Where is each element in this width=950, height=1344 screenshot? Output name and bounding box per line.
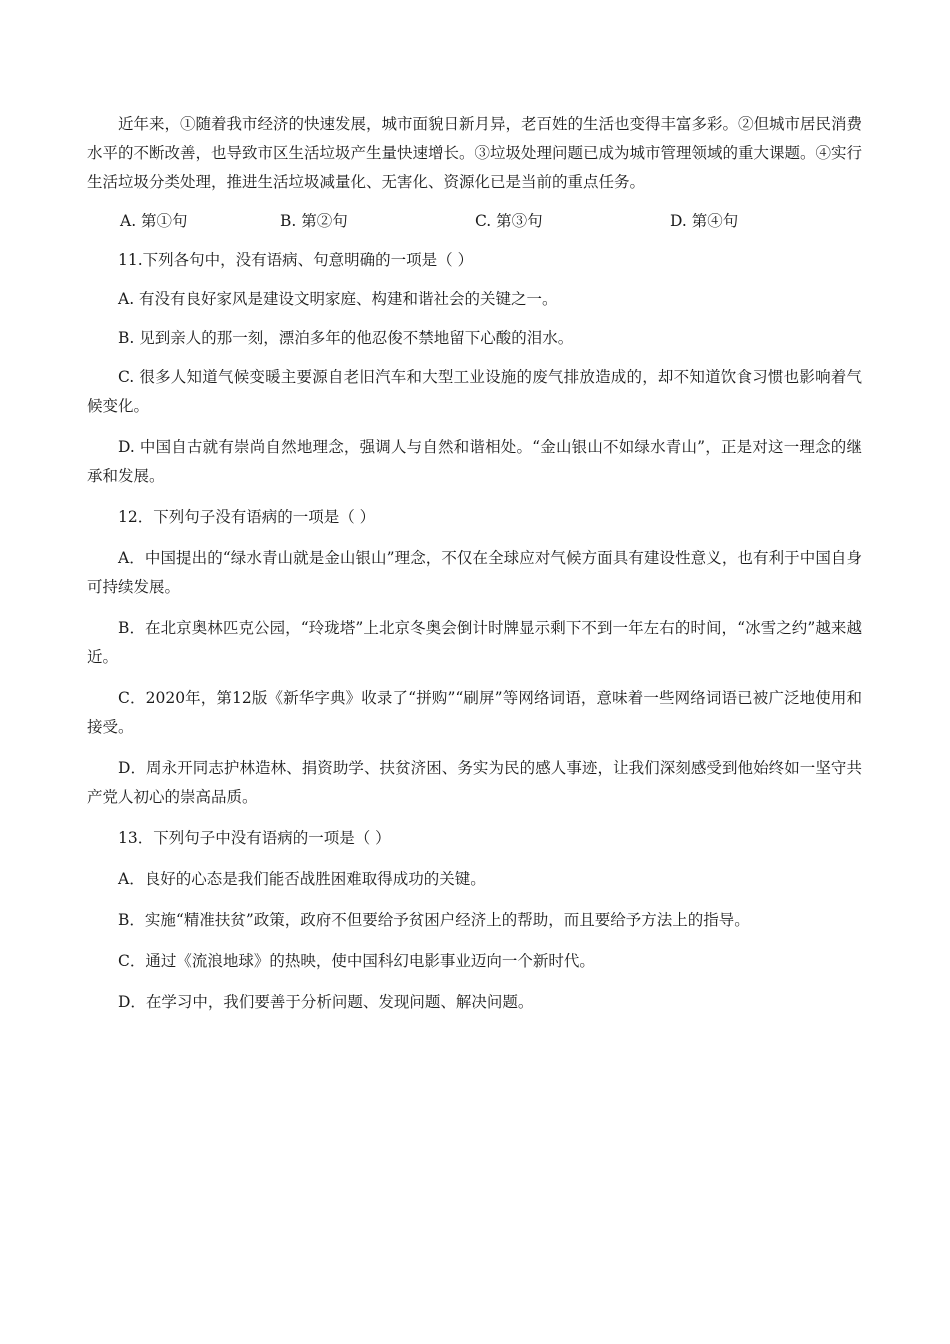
passage-option-d: D. 第④句 xyxy=(670,212,739,230)
question-11-option-b: B. 见到亲人的那一刻，漂泊多年的他忍俊不禁地留下心酸的泪水。 xyxy=(118,329,574,347)
question-12-option-d: D．周永开同志护林造林、捐资助学、扶贫济困、务实为民的感人事迹，让我们深刻感受到他始终如一坚守共产党人初心的崇高品质。 xyxy=(87,759,862,806)
document-page xyxy=(87,110,862,1017)
question-11-title: 11.下列各句中，没有语病、句意明确的一项是（ ） xyxy=(118,251,474,269)
passage-option-c: C. 第③句 xyxy=(475,212,543,230)
question-11-option-c: C. 很多人知道气候变暖主要源自老旧汽车和大型工业设施的废气排放造成的，却不知道饮食习惯也影响着气候变化。 xyxy=(87,368,862,415)
question-13-title: 13．下列句子中没有语病的一项是（ ） xyxy=(118,829,391,847)
question-11-option-a: A. 有没有良好家风是建设文明家庭、构建和谐社会的关键之一。 xyxy=(118,290,558,308)
question-12-option-c: C．2020年，第12版《新华字典》收录了“拼购”“刷屏”等网络词语，意味着一些网络词语已被广泛地使用和接受。 xyxy=(87,689,862,736)
question-13-option-b: B．实施“精准扶贫”政策，政府不但要给予贫困户经济上的帮助，而且要给予方法上的指导。 xyxy=(118,911,750,929)
question-13-option-a: A．良好的心态是我们能否战胜困难取得成功的关键。 xyxy=(118,870,486,888)
question-12-option-a: A．中国提出的“绿水青山就是金山银山”理念，不仅在全球应对气候方面具有建设性意义，也有利于中国自身可持续发展。 xyxy=(87,549,862,596)
passage-option-b: B. 第②句 xyxy=(280,212,348,230)
question-13-option-d: D．在学习中，我们要善于分析问题、发现问题、解决问题。 xyxy=(118,993,534,1011)
question-12-title: 12．下列句子没有语病的一项是（ ） xyxy=(118,508,376,526)
question-11-option-d: D. 中国自古就有崇尚自然地理念，强调人与自然和谐相处。“金山银山不如绿水青山”，正是对这一理念的继承和发展。 xyxy=(87,438,862,485)
passage-option-a: A. 第①句 xyxy=(120,212,188,230)
passage-options xyxy=(87,207,862,236)
question-12-option-b: B．在北京奥林匹克公园，“玲珑塔”上北京冬奥会倒计时牌显示剩下不到一年左右的时间，“冰雪之约”越来越近。 xyxy=(87,619,862,666)
passage-text: 近年来，①随着我市经济的快速发展，城市面貌日新月异，老百姓的生活也变得丰富多彩。②但城市居民消费水平的不断改善，也导致市区生活垃圾产生量快速增长。③垃圾处理问题已成为城市管理领域的重大课题。④实行生活垃圾分类处理，推进生活垃圾减量化、无害化、资源化已是当前的重点任务。 xyxy=(87,115,863,191)
question-13-option-c: C．通过《流浪地球》的热映，使中国科幻电影事业迈向一个新时代。 xyxy=(118,952,595,970)
